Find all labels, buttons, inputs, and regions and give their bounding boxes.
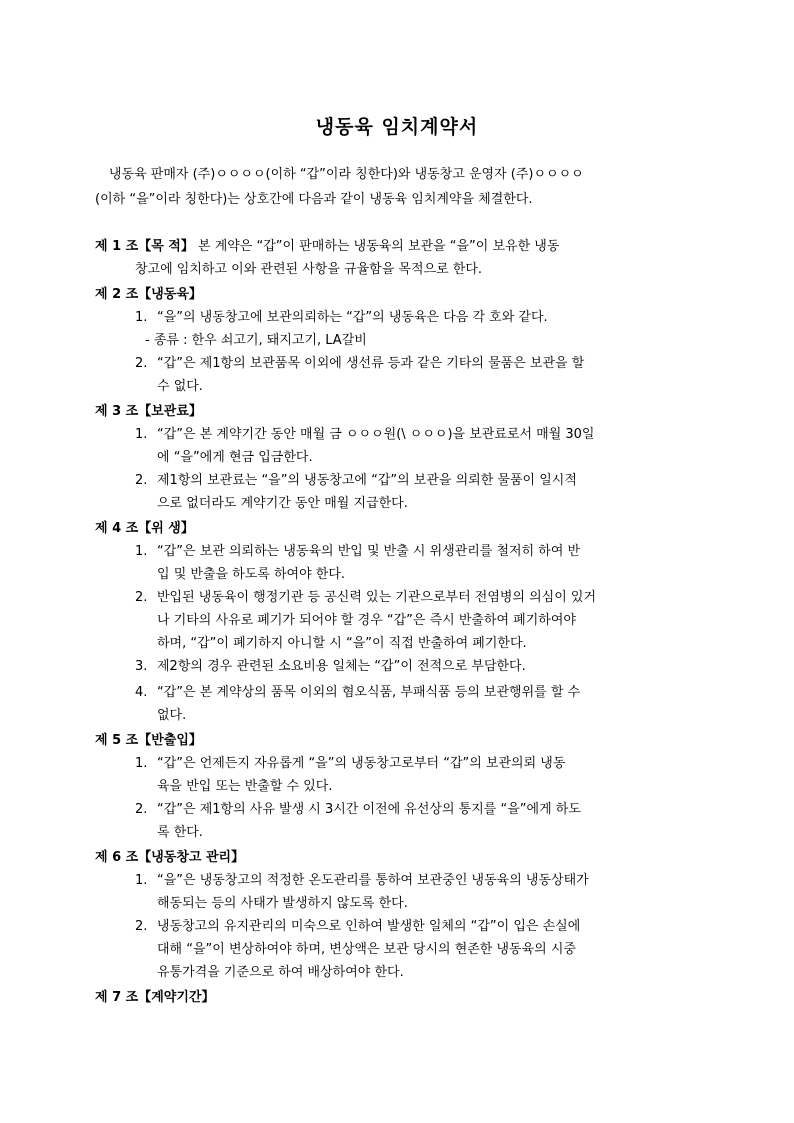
- article-1-heading: 제 1 조【목 적】: [95, 239, 194, 254]
- item-number: 2.: [135, 473, 148, 488]
- intro-line-2: (이하 “을”이라 칭한다)는 상호간에 다음과 같이 냉동육 임치계약을 체결한다.: [95, 192, 533, 207]
- article-1-text-cont: 창고에 임치하고 이와 관련된 사항을 규율함을 목적으로 한다.: [135, 262, 483, 277]
- item-number: 2.: [135, 919, 148, 934]
- item-text: “갑”은 제1항의 보관품목 이외에 생선류 등과 같은 기타의 물품은 보관을 할: [157, 356, 585, 371]
- article-6-item-1-cont: 해동되는 등의 사태가 발생하지 않도록 한다.: [157, 896, 408, 911]
- article-1: [95, 235, 559, 258]
- item-text: “을”은 냉동창고의 적정한 온도관리를 통하여 보관중인 냉동육의 냉동상태가: [157, 873, 589, 888]
- item-text: “갑”은 본 계약상의 품목 이외의 혐오식품, 부패식품 등의 보관행위를 할 수: [157, 685, 581, 700]
- article-4-item-2: [135, 586, 596, 609]
- item-text: 제1항의 보관료는 “을”의 냉동창고에 “갑”의 보관을 의뢰한 물품이 일시적: [157, 473, 577, 488]
- article-2-item-1: [135, 306, 548, 329]
- article-6-heading: 제 6 조【냉동창고 관리】: [95, 850, 245, 865]
- intro-line-1: 냉동육 판매자 (주)ㅇㅇㅇㅇ(이하 “갑”이라 칭한다)와 냉동창고 운영자 (주)ㅇㅇㅇㅇ: [109, 167, 584, 182]
- item-number: 1.: [135, 756, 148, 771]
- article-7-heading: 제 7 조【계약기간】: [95, 990, 215, 1005]
- article-3-item-2-cont: 으로 없더라도 계약기간 동안 매월 지급한다.: [157, 496, 408, 511]
- item-text: “갑”은 보관 의뢰하는 냉동육의 반입 및 반출 시 위생관리를 철저히 하여 반: [157, 544, 581, 559]
- item-text: “갑”은 언제든지 자유롭게 “을”의 냉동창고로부터 “갑”의 보관의뢰 냉동: [157, 756, 566, 771]
- document-title: 냉동육 임치계약서: [315, 116, 479, 138]
- item-number: 4.: [135, 685, 148, 700]
- item-number: 1.: [135, 873, 148, 888]
- article-5-item-2: [135, 798, 581, 821]
- article-3-item-1: [135, 423, 594, 446]
- article-2-item-2-cont: 수 없다.: [157, 379, 203, 394]
- article-3-item-1-cont: 에 “을”에게 현금 입금한다.: [157, 450, 313, 465]
- article-5-item-1: [135, 752, 565, 775]
- article-4-item-2-cont-2: 하며, “갑”이 폐기하지 아니할 시 “을”이 직접 반출하여 폐기한다.: [157, 636, 527, 651]
- article-5-item-2-cont: 록 한다.: [157, 825, 203, 840]
- item-number: 2.: [135, 590, 148, 605]
- article-4-item-1: [135, 540, 580, 563]
- article-5-item-1-cont: 육을 반입 또는 반출할 수 있다.: [157, 779, 333, 794]
- article-2-heading: 제 2 조【냉동육】: [95, 287, 202, 302]
- item-number: 1.: [135, 427, 148, 442]
- item-number: 1.: [135, 310, 148, 325]
- item-text: “갑”은 본 계약기간 동안 매월 금 ㅇㅇㅇ원(\ ㅇㅇㅇ)을 보관료로서 매월 30일: [157, 427, 595, 442]
- article-1-text: 본 계약은 “갑”이 판매하는 냉동육의 보관을 “을”이 보유한 냉동: [198, 239, 560, 254]
- item-text: “을”의 냉동창고에 보관의뢰하는 “갑”의 냉동육은 다음 각 호와 같다.: [157, 310, 548, 325]
- article-6-item-2-cont-2: 유통가격을 기준으로 하여 배상하여야 한다.: [157, 965, 404, 980]
- item-number: 3.: [135, 659, 148, 674]
- item-text: 제2항의 경우 관련된 소요비용 일체는 “갑”이 전적으로 부담한다.: [157, 659, 526, 674]
- item-text: 반입된 냉동육이 행정기관 등 공신력 있는 기관으로부터 전염병의 의심이 있거: [157, 590, 597, 605]
- article-4-heading: 제 4 조【위 생】: [95, 521, 194, 536]
- article-2-item-2: [135, 352, 584, 375]
- item-text: “갑”은 제1항의 사유 발생 시 3시간 이전에 유선상의 통지를 “을”에게 하도: [157, 802, 581, 817]
- article-4-item-1-cont: 입 및 반출을 하도록 하여야 한다.: [157, 567, 346, 582]
- item-number: 2.: [135, 802, 148, 817]
- article-4-item-4: [135, 681, 580, 704]
- article-2-item-1-sub: - 종류 : 한우 쇠고기, 돼지고기, LA갈비: [145, 333, 367, 348]
- item-number: 2.: [135, 356, 148, 371]
- article-4-item-4-cont: 없다.: [157, 708, 187, 723]
- item-number: 1.: [135, 544, 148, 559]
- article-4-item-3: [135, 655, 526, 678]
- article-3-item-2: [135, 469, 577, 492]
- article-6-item-1: [135, 869, 589, 892]
- article-3-heading: 제 3 조【보관료】: [95, 404, 202, 419]
- article-6-item-2: [135, 915, 580, 938]
- article-5-heading: 제 5 조【반출입】: [95, 733, 202, 748]
- item-text: 냉동창고의 유지관리의 미숙으로 인하여 발생한 일체의 “갑”이 입은 손실에: [157, 919, 581, 934]
- article-6-item-2-cont-1: 대해 “을”이 변상하여야 하며, 변상액은 보관 당시의 현존한 냉동육의 시중: [157, 942, 576, 957]
- intro-paragraph: [95, 162, 700, 212]
- article-4-item-2-cont-1: 나 기타의 사유로 폐기가 되어야 할 경우 “갑”은 즉시 반출하여 폐기하여야: [157, 613, 576, 628]
